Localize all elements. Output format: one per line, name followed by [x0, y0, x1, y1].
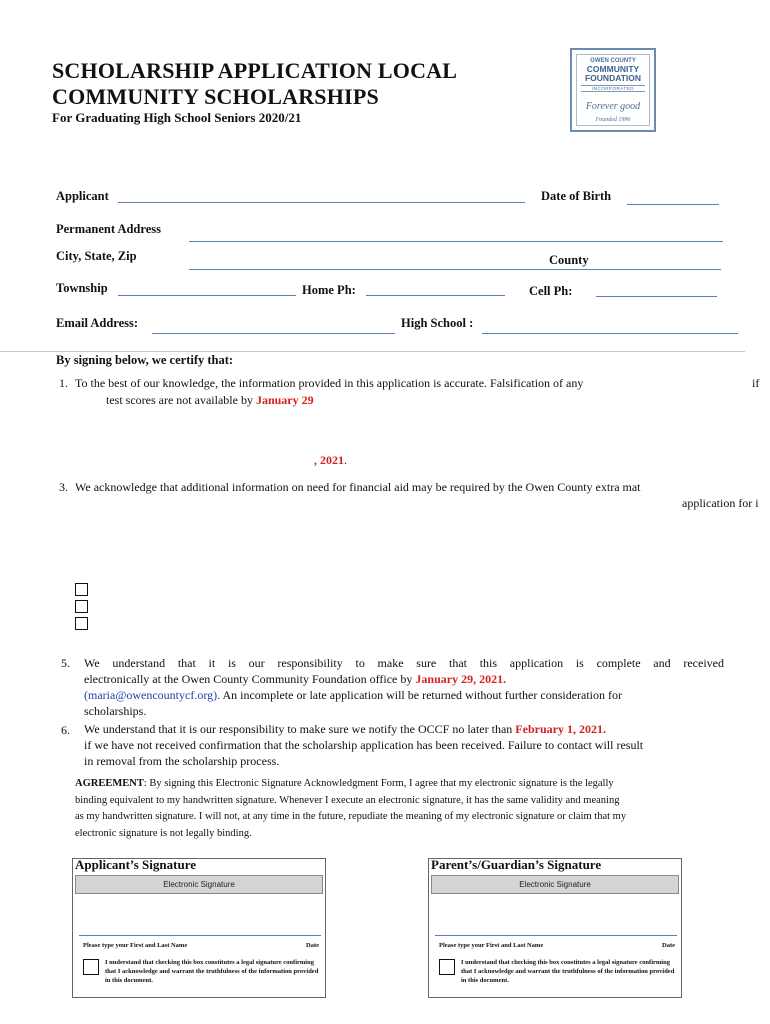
guardian-date-hint: Date	[662, 942, 675, 949]
applicant-confirm-checkbox[interactable]	[83, 959, 99, 975]
item-1-text: To the best of our knowledge, the information provided in this application is accurate. Falsification of any	[75, 376, 584, 390]
email-link[interactable]: (maria@owencountycf.org).	[84, 688, 221, 702]
checkbox-3[interactable]	[75, 617, 88, 630]
highschool-input[interactable]	[482, 333, 738, 334]
highschool-label: High School :	[401, 316, 474, 330]
guardian-signature-box	[428, 858, 682, 998]
cellph-label: Cell Ph:	[529, 284, 573, 298]
guardian-name-hint: Please type your First and Last Name	[439, 942, 544, 949]
item-2-fragment: , 2021.	[314, 453, 347, 467]
item-6-deadline: February 1, 2021.	[515, 722, 606, 736]
cellph-input[interactable]	[596, 296, 717, 297]
email-label: Email Address:	[56, 316, 139, 330]
title-line-1: SCHOLARSHIP APPLICATION LOCAL	[52, 58, 458, 83]
item-5-text: We understand that it is our responsibility to make sure that this application is complete and received electronically at the Owen County Community Foundation office by January 29, 2021. (maria@owencountycf.org). An incomplete or late application will be returned without further consideration for scholarships.	[84, 656, 724, 718]
checkbox-1[interactable]	[75, 583, 88, 596]
dob-label: Date of Birth	[541, 189, 612, 203]
page-title	[52, 58, 457, 110]
item-5-deadline: January 29, 2021.	[415, 672, 507, 686]
homeph-label: Home Ph:	[302, 283, 356, 297]
applicant-signature-field[interactable]: Electronic Signature	[75, 875, 323, 894]
title-line-2: COMMUNITY SCHOLARSHIPS	[52, 84, 379, 109]
applicant-signature-title: Applicant’s Signature	[75, 857, 196, 872]
section-divider	[0, 351, 745, 352]
item-6-number: 6.	[61, 723, 70, 737]
applicant-label: Applicant	[56, 189, 109, 203]
applicant-input[interactable]	[118, 202, 525, 203]
guardian-confirm-checkbox[interactable]	[439, 959, 455, 975]
address-label: Permanent Address	[56, 222, 161, 236]
guardian-signature-field[interactable]: Electronic Signature	[431, 875, 679, 894]
applicant-name-line[interactable]	[79, 935, 321, 936]
applicant-confirm-text: I understand that checking this box constitutes a legal signature confirming that I acknowledge and warrant the truthfulness of the information provided in this document.	[105, 959, 319, 984]
guardian-name-line[interactable]	[435, 935, 677, 936]
city-input[interactable]	[189, 269, 721, 270]
item-5-number: 5.	[61, 656, 70, 670]
county-label: County	[549, 253, 589, 267]
checkbox-2[interactable]	[75, 600, 88, 613]
item-3-number: 3.	[59, 480, 68, 494]
guardian-signature-title: Parent’s/Guardian’s Signature	[431, 857, 602, 872]
homeph-input[interactable]	[366, 295, 505, 296]
city-label: City, State, Zip	[56, 249, 137, 263]
item-1-if: if	[752, 376, 760, 390]
item-1-line-2: test scores are not available by January 29	[106, 393, 314, 407]
dob-input[interactable]	[627, 204, 719, 205]
item-1-deadline: January 29	[255, 393, 314, 407]
township-input[interactable]	[118, 295, 296, 296]
applicant-date-hint: Date	[306, 942, 319, 949]
certify-heading: By signing below, we certify that:	[56, 353, 234, 367]
applicant-signature-box	[72, 858, 326, 998]
item-3-text: We acknowledge that additional information on need for financial aid may be required by the Owen County extra mat	[75, 480, 641, 494]
agreement-text: AGREEMENT: By signing this Electronic Signature Acknowledgment Form, I agree that my electronic signature is the legally binding equivalent to my handwritten signature. Whenever I execute an electronic signature, it has the same validity and meaning as my handwritten signature. I will not, at any time in the future, repudiate the meaning of my electronic signature or claim that my electronic signature is not legally binding.	[75, 778, 627, 839]
township-label: Township	[56, 281, 108, 295]
item-3-line-2: application for i	[682, 496, 759, 510]
page-subtitle: For Graduating High School Seniors 2020/21	[52, 110, 302, 125]
item-6-text: We understand that it is our responsibility to make sure we notify the OCCF no later than February 1, 2021. if we have not received confirmation that the scholarship application has been received. Failure to contact will result in removal from the scholarship process.	[84, 722, 644, 768]
address-input[interactable]	[189, 241, 723, 242]
guardian-confirm-text: I understand that checking this box constitutes a legal signature confirming that I acknowledge and warrant the truthfulness of the information provided in this document.	[461, 959, 675, 984]
item-1-number: 1.	[59, 376, 68, 390]
applicant-name-hint: Please type your First and Last Name	[83, 942, 188, 949]
email-input[interactable]	[152, 333, 395, 334]
foundation-logo: OWEN COUNTY COMMUNITY FOUNDATION INCORPORATED Forever good Founded 1996	[570, 48, 656, 132]
